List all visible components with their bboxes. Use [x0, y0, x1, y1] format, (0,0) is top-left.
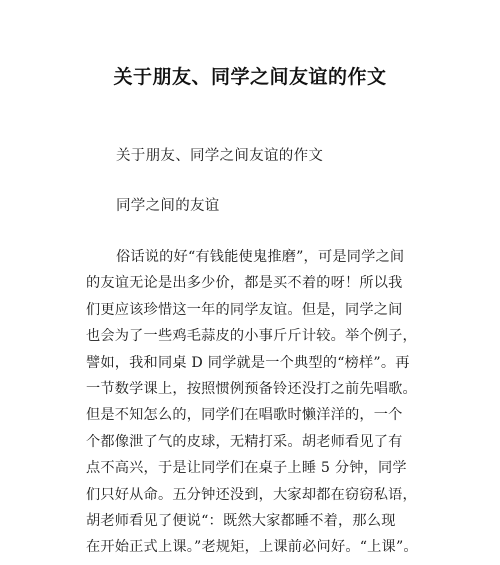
paragraph-line: 但是不知怎么的，同学们在唱歌时懒洋洋的，一个 [86, 407, 403, 424]
essay-title-line: 关于朋友、同学之间友谊的作文 [116, 148, 324, 164]
paragraph-line: 胡老师看见了便说“：既然大家都睡不着，那么现 [86, 512, 396, 529]
document-title: 关于朋友、同学之间友谊的作文 [113, 66, 387, 88]
paragraph-line: 们只好从命。五分钟还没到，大家却都在窃窃私语， [86, 486, 417, 503]
paragraph-line: 譬如，我和同桌 D 同学就是一个典型的“榜样”。再 [86, 354, 410, 371]
paragraph-line: 个都像泄了气的皮球，无精打采。胡老师看见了有 [86, 433, 403, 450]
essay-paragraph [86, 244, 432, 561]
section-heading: 同学之间的友谊 [116, 198, 220, 214]
paragraph-line: 一节数学课上，按照惯例预备铃还没打之前先唱歌。 [86, 380, 417, 397]
paragraph-line: 们更应该珍惜这一年的同学友谊。但是，同学之间 [86, 301, 403, 318]
paragraph-line: 也会为了一些鸡毛蒜皮的小事斤斤计较。举个例子， [86, 328, 417, 345]
paragraph-line: 点不高兴，于是让同学们在桌子上睡 5 分钟，同学 [86, 460, 407, 477]
paragraph-line: 的友谊无论是出多少价，都是买不着的呀！所以我 [86, 275, 403, 292]
paragraph-line: 俗话说的好“有钱能使鬼推磨”，可是同学之间 [116, 249, 405, 265]
paragraph-line: 在开始正式上课。”老规矩，上课前必问好。“上课”。 [86, 539, 418, 556]
